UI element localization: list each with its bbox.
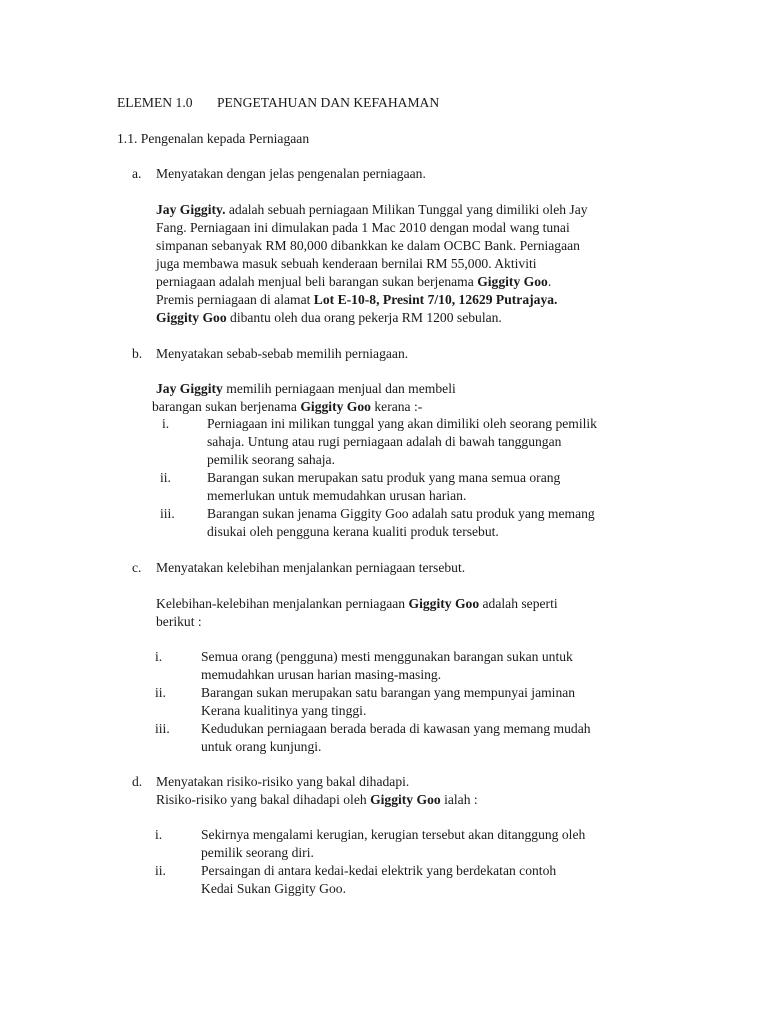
element-subtitle: PENGETAHUAN DAN KEFAHAMAN — [217, 95, 440, 110]
paragraph-d-line-1: Risiko-risiko yang bakal dihadapi oleh Giggity Goo ialah : — [156, 792, 478, 807]
paragraph-a-line-7: Giggity Goo dibantu oleh dua orang pekerja RM 1200 sebulan. — [156, 310, 502, 325]
brand-name: Giggity Goo — [408, 596, 480, 611]
paragraph-a-line-5: perniagaan adalah menjual beli barangan sukan berjenama Giggity Goo. — [156, 274, 552, 289]
list-marker-d-ii: ii. — [155, 863, 166, 878]
list-item-c-ii-line-2: Kerana kualitinya yang tinggi. — [201, 703, 367, 718]
list-item-d-i-line-1: Sekirnya mengalami kerugian, kerugian tersebut akan ditanggung oleh — [201, 827, 586, 842]
business-name: Jay Giggity — [156, 381, 223, 396]
list-item-c-ii-line-1: Barangan sukan merupakan satu barangan yang mempunyai jaminan — [201, 685, 576, 700]
list-marker-c-i: i. — [155, 649, 163, 664]
paragraph-a-line-6: Premis perniagaan di alamat Lot E-10-8, Presint 7/10, 12629 Putrajaya. — [156, 292, 558, 307]
list-item-b-iii-line-2: disukai oleh pengguna kerana kualiti produk tersebut. — [207, 524, 499, 539]
list-item-d-ii-line-2: Kedai Sukan Giggity Goo. — [201, 881, 346, 896]
list-marker-b: b. — [132, 346, 143, 361]
paragraph-c-line-2: berikut : — [156, 614, 202, 629]
heading-a: Menyatakan dengan jelas pengenalan perniagaan. — [156, 166, 426, 181]
section-title: 1.1. Pengenalan kepada Perniagaan — [117, 131, 310, 146]
heading-c: Menyatakan kelebihan menjalankan perniagaan tersebut. — [156, 560, 466, 575]
list-item-d-i-line-2: pemilik seorang diri. — [201, 845, 314, 860]
paragraph-a-line-2: Fang. Perniagaan ini dimulakan pada 1 Mac 2010 dengan modal wang tunai — [156, 220, 570, 235]
list-item-d-ii-line-1: Persaingan di antara kedai-kedai elektrik yang berdekatan contoh — [201, 863, 557, 878]
list-marker-b-ii: ii. — [160, 470, 171, 485]
list-item-b-i-line-2: sahaja. Untung atau rugi perniagaan adalah di bawah tanggungan — [207, 434, 562, 449]
list-marker-a: a. — [132, 166, 142, 181]
list-marker-c-iii: iii. — [155, 721, 170, 736]
paragraph-c-line-1: Kelebihan-kelebihan menjalankan perniagaan Giggity Goo adalah seperti — [156, 596, 558, 611]
list-item-b-i-line-1: Perniagaan ini milikan tunggal yang akan dimiliki oleh seorang pemilik — [207, 416, 597, 431]
list-item-c-iii-line-2: untuk orang kunjungi. — [201, 739, 322, 754]
list-marker-c: c. — [132, 560, 142, 575]
list-item-b-ii-line-1: Barangan sukan merupakan satu produk yang mana semua orang — [207, 470, 561, 485]
brand-name: Giggity Goo — [477, 274, 548, 289]
business-name: Jay Giggity. — [156, 202, 226, 217]
element-title: ELEMEN 1.0 — [117, 95, 193, 110]
list-marker-d-i: i. — [155, 827, 163, 842]
list-item-b-ii-line-2: memerlukan untuk memudahkan urusan harian. — [207, 488, 467, 503]
list-marker-b-iii: iii. — [160, 506, 175, 521]
list-item-b-iii-line-1: Barangan sukan jenama Giggity Goo adalah satu produk yang memang — [207, 506, 595, 521]
paragraph-a-line-3: simpanan sebanyak RM 80,000 dibankkan ke dalam OCBC Bank. Perniagaan — [156, 238, 580, 253]
address: Lot E-10-8, Presint 7/10, 12629 Putrajaya. — [313, 292, 558, 307]
brand-name: Giggity Goo — [156, 310, 227, 325]
paragraph-a-line-1: Jay Giggity. adalah sebuah perniagaan Milikan Tunggal yang dimiliki oleh Jay — [156, 202, 588, 217]
list-item-c-i-line-2: memudahkan urusan harian masing-masing. — [201, 667, 442, 682]
paragraph-b-line-2: barangan sukan berjenama Giggity Goo kerana :- — [152, 399, 423, 414]
heading-b: Menyatakan sebab-sebab memilih perniagaan. — [156, 346, 409, 361]
brand-name: Giggity Goo — [370, 792, 441, 807]
list-item-c-iii-line-1: Kedudukan perniagaan berada berada di kawasan yang memang mudah — [201, 721, 591, 736]
list-marker-d: d. — [132, 774, 143, 789]
paragraph-a-line-4: juga membawa masuk sebuah kenderaan bernilai RM 55,000. Aktiviti — [156, 256, 537, 271]
paragraph-b-line-1: Jay Giggity memilih perniagaan menjual dan membeli — [156, 381, 456, 396]
list-marker-b-i: i. — [162, 416, 170, 431]
heading-d: Menyatakan risiko-risiko yang bakal dihadapi. — [156, 774, 410, 789]
list-marker-c-ii: ii. — [155, 685, 166, 700]
list-item-b-i-line-3: pemilik seorang sahaja. — [207, 452, 335, 467]
list-item-c-i-line-1: Semua orang (pengguna) mesti menggunakan barangan sukan untuk — [201, 649, 573, 664]
brand-name: Giggity Goo — [300, 399, 371, 414]
